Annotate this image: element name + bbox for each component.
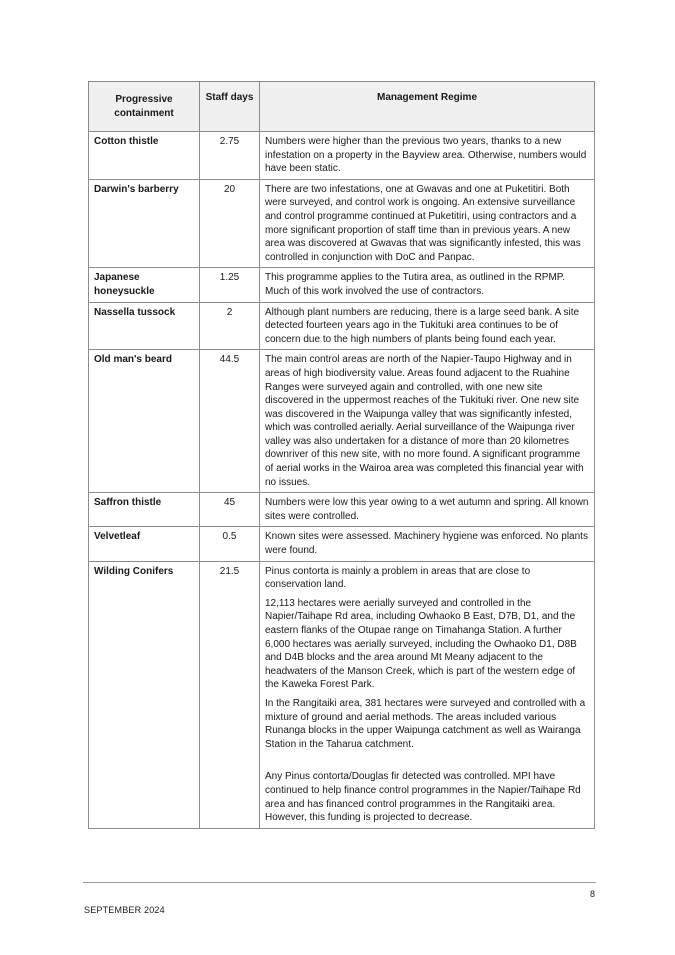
pest-name: Darwin's barberry	[89, 179, 200, 268]
staff-days-value: 1.25	[200, 268, 260, 302]
management-description	[260, 493, 595, 527]
table-row	[89, 350, 595, 493]
management-description	[260, 179, 595, 268]
staff-days-value: 2	[200, 302, 260, 350]
header-staff-days: Staff days	[200, 82, 260, 132]
description-paragraph: Pinus contorta is mainly a problem in areas that are close to conservation land.	[265, 565, 531, 591]
header-progressive-containment: Progressive containment	[89, 82, 200, 132]
table-header-row	[89, 82, 595, 132]
staff-days-value: 21.5	[200, 561, 260, 828]
pest-name: Cotton thistle	[89, 132, 200, 180]
staff-days-value: 44.5	[200, 350, 260, 493]
description-paragraph: This programme applies to the Tutira area, as outlined in the RPMP. Much of this work involved the use of contractors.	[265, 272, 565, 297]
description-paragraph: Known sites were assessed. Machinery hygiene was enforced. No plants were found.	[265, 531, 588, 557]
pest-name: Saffron thistle	[89, 493, 200, 527]
management-description	[260, 527, 595, 561]
footer-divider	[83, 882, 596, 883]
table-row	[89, 302, 595, 350]
management-description	[260, 302, 595, 350]
table-row	[89, 179, 595, 268]
description-paragraph: Any Pinus contorta/Douglas fir detected was controlled. MPI have continued to help finance control programmes in the Napier/Taihape Rd area and has financed control programmes in the Rangitaiki area. However, this funding is projected to decrease.	[265, 771, 581, 824]
description-paragraph: Although plant numbers are reducing, there is a large seed bank. A site detected fourteen years ago in the Tukituki area continues to be of concern due to the high numbers of plants being found each year.	[265, 306, 580, 345]
table-row	[89, 527, 595, 561]
management-description	[260, 350, 595, 493]
pest-name: Velvetleaf	[89, 527, 200, 561]
pest-name: Wilding Conifers	[89, 561, 200, 828]
footer-date: SEPTEMBER 2024	[84, 905, 165, 915]
staff-days-value: 0.5	[200, 527, 260, 561]
pest-management-table-wrapper	[88, 81, 594, 829]
table-row	[89, 493, 595, 527]
pest-name: Nassella tussock	[89, 302, 200, 350]
management-description	[260, 561, 595, 828]
staff-days-value: 20	[200, 179, 260, 268]
description-paragraph: In the Rangitaiki area, 381 hectares were surveyed and controlled with a mixture of ground and aerial methods. The areas included various Runanga blocks in the upper Waipunga catchment as well as Wairanga Station in the Taharua catchment.	[265, 697, 586, 750]
pest-name: Japanese honeysuckle	[89, 268, 200, 302]
description-paragraph: There are two infestations, one at Gwavas and one at Puketitiri. Both were surveyed, and control work is ongoing. An extensive surveillance and control programme continued at Puketitiri, using contractors and a more significant proportion of staff time than in previous years. A new area was discovered at Gwavas that was significantly infested, this was controlled in conjunction with DoC and Panpac.	[265, 183, 581, 263]
page-number: 8	[589, 889, 595, 899]
management-description	[260, 132, 595, 180]
header-management-regime: Management Regime	[260, 82, 595, 132]
table-row	[89, 268, 595, 302]
table-row	[89, 561, 595, 828]
staff-days-value: 2.75	[200, 132, 260, 180]
staff-days-value: 45	[200, 493, 260, 527]
pest-management-table	[88, 81, 595, 829]
table-row	[89, 132, 595, 180]
description-paragraph: 12,113 hectares were aerially surveyed and controlled in the Napier/Taihape Rd area, including Owhaoko B East, D7B, D1, and the eastern flanks of the Otupae range on Timahanga Station. A further 6,000 hectares was aerially surveyed, including the Owhaoko D1, D8B and D4B blocks and the area around Mt Meany adjacent to the headwaters of the Manson Creek, which is part of the western edge of the Kaweka Forest Park.	[265, 597, 577, 691]
description-paragraph: Numbers were higher than the previous two years, thanks to a new infestation on a property in the Bayview area. Otherwise, numbers would have been static.	[265, 136, 587, 175]
description-paragraph: Numbers were low this year owing to a wet autumn and spring. All known sites were controlled.	[265, 497, 589, 522]
description-paragraph: The main control areas are north of the Napier-Taupo Highway and in areas of high biodiversity value. Areas found adjacent to the Ruahine Ranges were surveyed again and controlled, with one new site discovered in the uppermost reaches of the Tukituki river. One new site was discovered in the Waipunga valley that was significantly infested, which was controlled aerially. Aerial surveillance of the Waipunga river valley was also undertaken for a distance of more than 20 kilometres downriver of this new site, with no more found. A significant programme of aerial works in the Wairoa area was completed this financial year with no issues.	[265, 354, 584, 488]
management-description	[260, 268, 595, 302]
pest-name: Old man's beard	[89, 350, 200, 493]
